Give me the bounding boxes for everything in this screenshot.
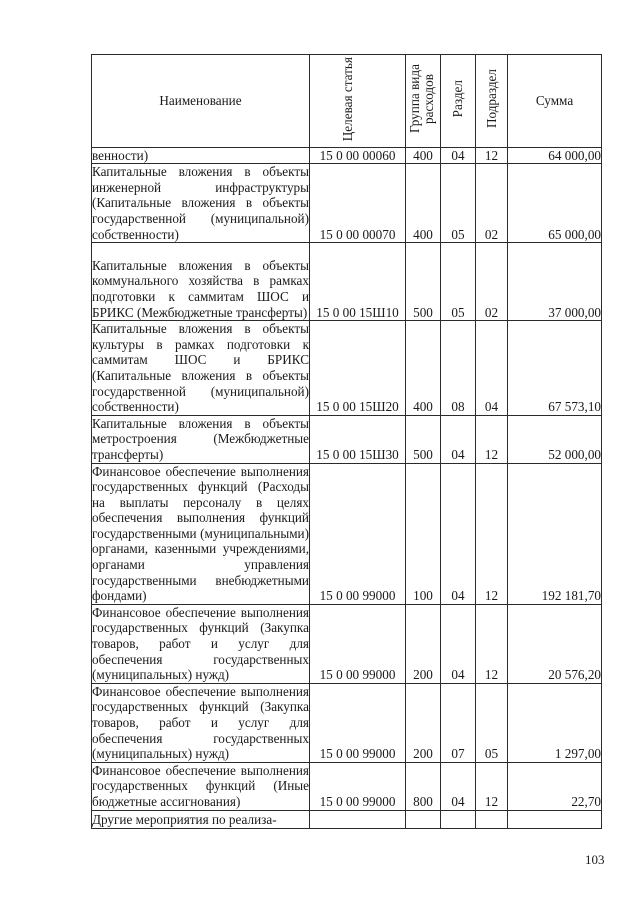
row-target-code: 15 0 00 00060 [310, 147, 406, 164]
row-target-code: 15 0 00 00070 [310, 164, 406, 243]
header-name: Наименование [92, 55, 310, 148]
row-name: Финансовое обеспечение выполнения государственных функций (Закупка товаров, работ и услуг для обеспечения государственных (муниципальных) нужд) [92, 604, 309, 683]
row-section: 04 [441, 147, 476, 164]
header-subsection: Подраздел [476, 55, 508, 148]
header-target: Целевая статья [310, 55, 406, 148]
table-header [92, 55, 602, 148]
row-sum: 20 576,20 [508, 604, 602, 683]
row-expense-group: 400 [406, 164, 441, 243]
table-row [92, 762, 602, 810]
row-subsection: 12 [476, 415, 508, 463]
row-subsection: 12 [476, 762, 508, 810]
row-section: 04 [441, 463, 476, 604]
row-target-code [310, 810, 406, 828]
row-name: Капитальные вложения в объекты инженерной инфраструктуры (Капитальные вложения в объекты государственной (муниципальной) собственности) [92, 164, 309, 242]
row-subsection [476, 810, 508, 828]
row-section: 05 [441, 164, 476, 243]
table-row [92, 147, 602, 164]
row-expense-group: 500 [406, 243, 441, 321]
row-section: 04 [441, 415, 476, 463]
row-name: Капитальные вложения в объекты коммунального хозяйства в рамках подготовки к саммитам ШОС и БРИКС (Межбюджетные трансферты) [92, 243, 310, 321]
row-target-code: 15 0 00 15Ш10 [310, 243, 406, 321]
row-expense-group: 200 [406, 604, 441, 683]
row-target-code: 15 0 00 99000 [310, 683, 406, 762]
row-target-code: 15 0 00 15Ш20 [310, 321, 406, 416]
row-name: Финансовое обеспечение выполнения государственных функций (Расходы на выплаты персоналу в целях обеспечения выполнения функций государственными (муниципальными) органами, казенными учреждениями, органами управления государственными внебюджетными фондами) [92, 463, 309, 604]
row-sum: 65 000,00 [508, 164, 602, 243]
row-sum: 192 181,70 [508, 463, 602, 604]
row-sum: 1 297,00 [508, 683, 602, 762]
row-expense-group: 800 [406, 762, 441, 810]
row-section: 07 [441, 683, 476, 762]
row-section: 04 [441, 762, 476, 810]
header-group: Группа вида расходов [406, 55, 441, 148]
header-section: Раздел [441, 55, 476, 148]
table-row [92, 463, 602, 604]
row-expense-group: 400 [406, 147, 441, 164]
row-subsection: 12 [476, 604, 508, 683]
table-row [92, 321, 602, 416]
row-name: Финансовое обеспечение выполнения государственных функций (Закупка товаров, работ и услуг для обеспечения государственных (муниципальных) нужд) [92, 683, 309, 762]
row-target-code: 15 0 00 99000 [310, 762, 406, 810]
row-name: Другие мероприятия по реализа- [92, 810, 310, 828]
budget-table [91, 54, 602, 829]
table-row [92, 243, 602, 321]
row-expense-group: 200 [406, 683, 441, 762]
row-expense-group: 100 [406, 463, 441, 604]
row-section [441, 810, 476, 828]
row-sum: 52 000,00 [508, 415, 602, 463]
row-subsection: 05 [476, 683, 508, 762]
table-row [92, 683, 602, 762]
page-number: 103 [585, 852, 605, 867]
row-section: 04 [441, 604, 476, 683]
row-name: Капитальные вложения в объекты культуры в рамках подготовки к саммитам ШОС и БРИКС (Капитальные вложения в объекты государственной (муниципальной) собственности) [92, 321, 309, 415]
row-section: 08 [441, 321, 476, 416]
row-subsection: 12 [476, 463, 508, 604]
row-sum: 22,70 [508, 762, 602, 810]
header-sum: Сумма [508, 55, 602, 148]
table-body [92, 147, 602, 828]
row-section: 05 [441, 243, 476, 321]
row-expense-group: 400 [406, 321, 441, 416]
row-subsection: 02 [476, 164, 508, 243]
row-name: Капитальные вложения в объекты метростроения (Межбюджетные трансферты) [92, 415, 309, 462]
row-target-code: 15 0 00 15Ш30 [310, 415, 406, 463]
row-sum: 67 573,10 [508, 321, 602, 416]
row-subsection: 02 [476, 243, 508, 321]
row-target-code: 15 0 00 99000 [310, 604, 406, 683]
row-name: Финансовое обеспечение выполнения государственных функций (Иные бюджетные ассигнования) [92, 762, 309, 809]
table-row [92, 604, 602, 683]
row-name: венности) [92, 147, 310, 164]
row-expense-group: 500 [406, 415, 441, 463]
row-sum [508, 810, 602, 828]
row-subsection: 04 [476, 321, 508, 416]
row-subsection: 12 [476, 147, 508, 164]
table-row [92, 810, 602, 828]
row-target-code: 15 0 00 99000 [310, 463, 406, 604]
row-sum: 37 000,00 [508, 243, 602, 321]
row-expense-group [406, 810, 441, 828]
table-row [92, 164, 602, 243]
row-sum: 64 000,00 [508, 147, 602, 164]
table-row [92, 415, 602, 463]
